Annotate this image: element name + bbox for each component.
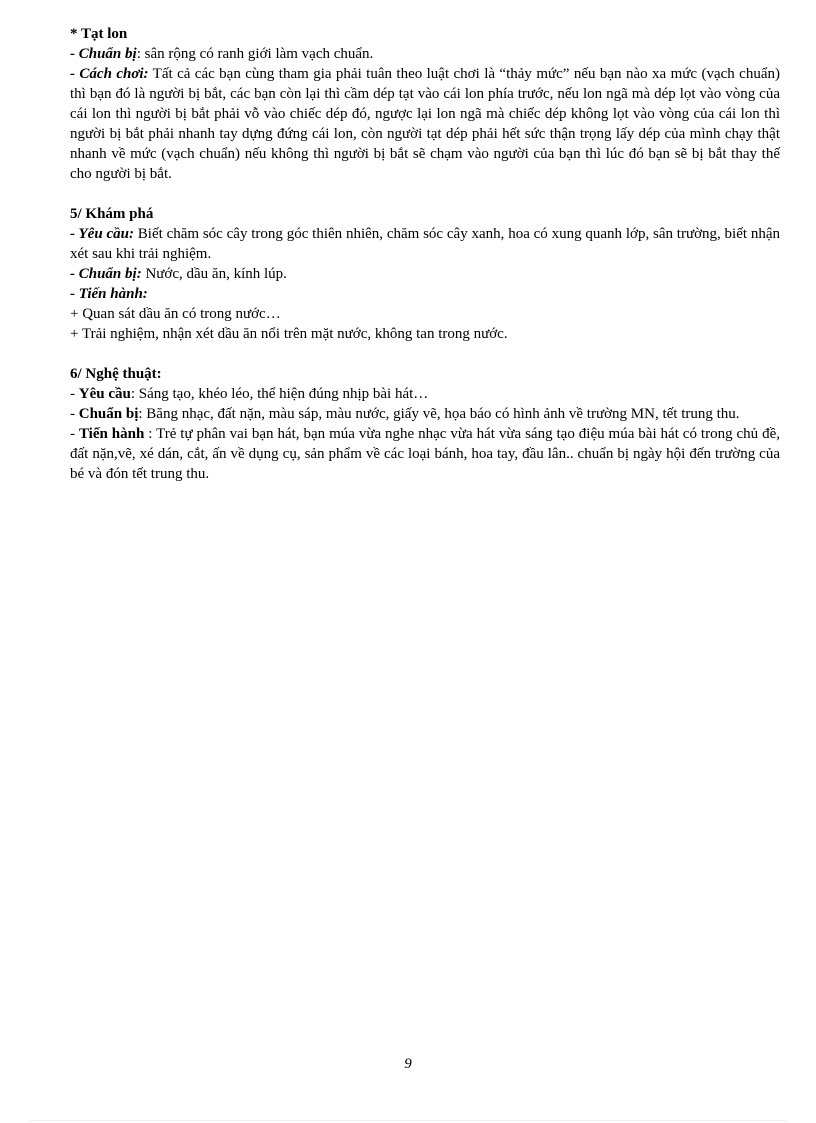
tat-lon-prep-text: : sân rộng có ranh giới làm vạch chuẩn.: [136, 46, 374, 62]
nghe-thuat-prep-label: Chuẩn bị: [78, 406, 139, 422]
document-page: [70, 24, 780, 484]
tat-lon-prep: [70, 44, 780, 64]
kham-pha-req-text: Biết chăm sóc cây trong góc thiên nhiên, chăm sóc cây xanh, hoa có xung quanh lớp, sân trường, biết nhận xét sau khi trải nghiệm.: [70, 226, 780, 262]
nghe-thuat-prep-text: : Băng nhạc, đất nặn, màu sáp, màu nước, giấy vẽ, họa báo có hình ảnh về trường MN, tết trung thu.: [138, 406, 740, 422]
page-number: 9: [404, 1056, 412, 1072]
kham-pha-req-label: - Yêu cầu:: [70, 226, 134, 242]
nghe-thuat-proc-dash: -: [70, 426, 79, 442]
tat-lon-prep-label: - Chuẩn bị: [70, 46, 137, 62]
nghe-thuat-req-dash: -: [70, 386, 79, 402]
heading-kham-pha: 5/ Khám phá: [70, 206, 154, 222]
kham-pha-prep-label: - Chuẩn bị:: [70, 266, 142, 282]
kham-pha-prep: [70, 264, 780, 284]
kham-pha-proc-label: - Tiến hành:: [70, 286, 148, 302]
heading-tat-lon: * Tạt lon: [70, 26, 128, 42]
kham-pha-step: + Quan sát dầu ăn có trong nước…: [70, 306, 281, 322]
nghe-thuat-proc-text: : Trẻ tự phân vai bạn hát, bạn múa vừa nghe nhạc vừa hát vừa sáng tạo điệu múa bài hát có trong chủ đề, đất nặn,vẽ, xé dán, cắt, ấn về dụng cụ, sản phẩm về các loại bánh, hoa tay, đầu lân.. chuẩn bị ngày hội đến trường của bé và đón tết trung thu.: [70, 426, 780, 482]
tat-lon-play-text: Tất cả các bạn cùng tham gia phải tuân theo luật chơi là “thảy mức” nếu bạn nào xa mức (vạch chuẩn) thì bạn đó là người bị bắt, các bạn còn lại thì cầm dép tạt vào cái lon phía trước, nếu lon ngã mà dép lọt vào vòng của cái lon thì người bị bắt phải vỗ vào chiếc dép đó, ngược lại lon ngã mà chiếc dép không lọt vào vòng của cái lon thì người bị bắt phải nhanh tay dựng đứng cái lon, còn người tạt dép phải hết sức thận trọng lấy dép của mình chạy thật nhanh về mức (vạch chuẩn) nếu không thì người bị bắt sẽ chạm vào người của bạn thì lúc đó bạn sẽ bị bắt thay thế cho người bị bắt.: [70, 66, 780, 182]
tat-lon-play-label: - Cách chơi:: [70, 66, 149, 82]
nghe-thuat-prep: [70, 404, 780, 424]
section-gap: [70, 184, 780, 204]
kham-pha-req: [70, 224, 780, 264]
nghe-thuat-proc-label: Tiến hành: [78, 426, 145, 442]
section-gap: [70, 344, 780, 364]
tat-lon-play: [70, 64, 780, 184]
page-bottom-edge: [30, 1120, 786, 1121]
nghe-thuat-req: [70, 384, 780, 404]
kham-pha-step: + Trải nghiệm, nhận xét dầu ăn nổi trên mặt nước, không tan trong nước.: [70, 326, 508, 342]
heading-nghe-thuat: 6/ Nghệ thuật:: [70, 366, 162, 382]
nghe-thuat-prep-dash: -: [70, 406, 79, 422]
nghe-thuat-req-label: Yêu cầu: [78, 386, 131, 402]
nghe-thuat-req-text: : Sáng tạo, khéo léo, thể hiện đúng nhịp bài hát…: [130, 386, 429, 402]
nghe-thuat-proc: [70, 424, 780, 484]
kham-pha-prep-text: Nước, dầu ăn, kính lúp.: [141, 266, 287, 282]
